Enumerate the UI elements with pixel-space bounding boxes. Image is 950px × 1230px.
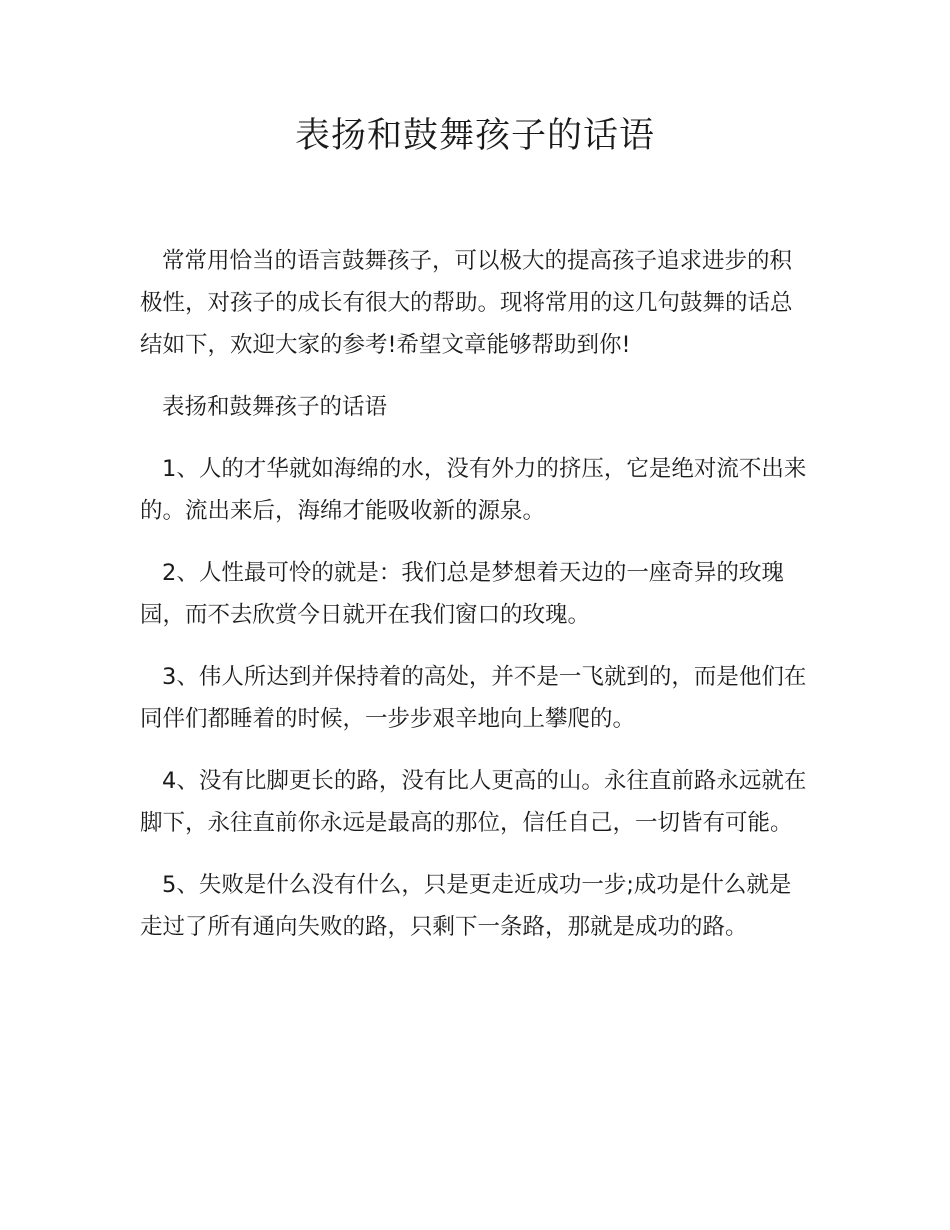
quote-paragraph-4: 4、没有比脚更长的路，没有比人更高的山。永往直前路永远就在脚下，永往直前你永远是最高的那位，信任自己，一切皆有可能。 <box>140 768 807 836</box>
intro-paragraph: 常常用恰当的语言鼓舞孩子，可以极大的提高孩子追求进步的积极性，对孩子的成长有很大的帮助。现将常用的这几句鼓舞的话总结如下，欢迎大家的参考!希望文章能够帮助到你! <box>140 248 793 358</box>
quote-paragraph-1: 1、人的才华就如海绵的水，没有外力的挤压，它是绝对流不出来的。流出来后，海绵才能吸收新的源泉。 <box>140 456 807 524</box>
quote-paragraph-2: 2、人性最可怜的就是：我们总是梦想着天边的一座奇异的玫瑰园，而不去欣赏今日就开在我们窗口的玫瑰。 <box>140 560 784 628</box>
document-title: 表扬和鼓舞孩子的话语 <box>294 116 655 156</box>
quote-paragraph-5: 5、失败是什么没有什么，只是更走近成功一步;成功是什么就是走过了所有通向失败的路，只剩下一条路，那就是成功的路。 <box>140 872 792 940</box>
section-heading: 表扬和鼓舞孩子的话语 <box>162 394 388 420</box>
quote-paragraph-3: 3、伟人所达到并保持着的高处，并不是一飞就到的，而是他们在同伴们都睡着的时候，一步步艰辛地向上攀爬的。 <box>140 664 807 732</box>
document-body <box>140 240 812 968</box>
